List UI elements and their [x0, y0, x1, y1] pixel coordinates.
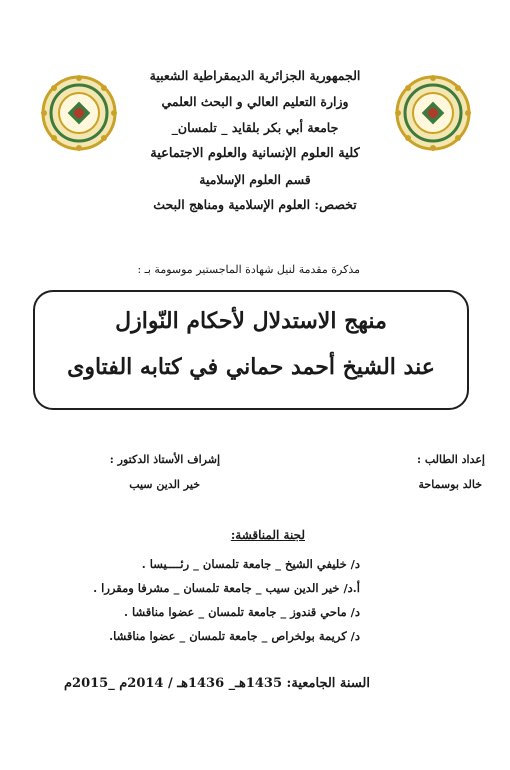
header-faculty: كلية العلوم الإنسانية والعلوم الاجتماعية [150, 146, 360, 161]
student-label: إعداد الطالب : [416, 453, 485, 466]
supervisor-label: إشراف الأستاذ الدكتور : [109, 453, 220, 466]
university-seal-icon-right [392, 72, 474, 154]
header-specialty: تخصص: العلوم الإسلامية ومناهج البحث [153, 197, 357, 212]
header-university: جامعة أبي بكر بلقايد _ تلمسان_ [171, 120, 339, 135]
student-name: خالد بوسماحة [418, 478, 482, 491]
committee-heading: لجنة المناقشة: [230, 528, 305, 542]
committee-member-2: أ.د/ خير الدين سيب _ جامعة تلمسان _ مشرفا ومقررا . [93, 581, 360, 595]
title-line-2: عند الشيخ أحمد حماني في كتابه الفتاوى [67, 354, 435, 380]
academic-year: السنة الجامعية: 1435هـ_ 1436هـ / 2014م _2015م [63, 676, 370, 691]
thesis-note: مذكرة مقدمة لنيل شهادة الماجستير موسومة بـ : [137, 263, 360, 276]
header-department: قسم العلوم الإسلامية [199, 172, 311, 187]
header-ministry: وزارة التعليم العالي و البحث العلمي [161, 94, 349, 109]
supervisor-name: خير الدين سيب [129, 478, 200, 491]
university-seal-icon-left [38, 72, 120, 154]
committee-member-4: د/ كريمة بولخراص _ جامعة تلمسان _ عضوا مناقشا. [109, 629, 360, 643]
header-republic: الجمهورية الجزائرية الديمقراطية الشعبية [149, 68, 361, 83]
title-line-1: منهج الاستدلال لأحكام النّوازل [115, 308, 387, 334]
committee-member-3: د/ ماحي قندوز _ جامعة تلمسان _ عضوا مناقشا . [123, 605, 360, 619]
title-box [33, 290, 469, 410]
committee-member-1: د/ خليفي الشيخ _ جامعة تلمسان _ رئــــيسا . [141, 557, 360, 571]
